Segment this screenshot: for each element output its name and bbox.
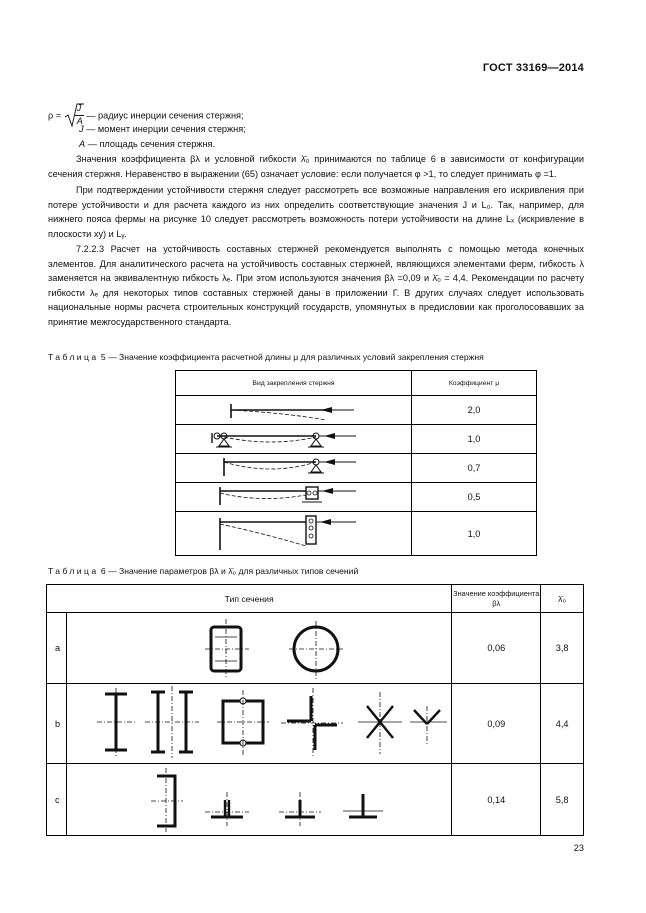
def-j [79, 124, 246, 134]
table6-lambda-value: 3,8 [541, 613, 584, 684]
table-row [47, 684, 584, 764]
support-diagram-fixed-pinned [176, 454, 412, 483]
table5-col-support: Вид закрепления стержня [176, 371, 412, 396]
table6-col-section: Тип сечения [47, 585, 452, 613]
section-type-label: b [47, 684, 67, 764]
table-row [176, 396, 537, 425]
paragraph-2: При подтверждении устойчивости стержня следует рассмотреть все возможные направления его искривления при потере устойчивости и для расчета каждого из них определить соответствующие значения J и L₀. Так, например, для нижнего пояса фермы на рисунке 10 следует рассмотреть возможность потери устойчивости на длине Lₓ (искривление в плоскости xy) и Lᵧ. [48, 185, 584, 239]
table5-caption-num: 5 [100, 352, 106, 362]
table-row [176, 454, 537, 483]
section-diagrams-b [67, 684, 452, 764]
table6-beta-value: 0,06 [452, 613, 541, 684]
formula-denominator: A [76, 116, 83, 126]
table6-lambda-value: 4,4 [541, 684, 584, 764]
table6-col-lambda: λ̄₀ [541, 585, 584, 613]
table6-beta-value: 0,14 [452, 764, 541, 836]
table6-caption-text: — Значение параметров βλ и λ̄₀ для различных типов сечений [108, 566, 359, 576]
support-diagram-pinned-pinned [176, 425, 412, 454]
table-6 [46, 584, 584, 836]
table5-value: 1,0 [412, 425, 537, 454]
def-j-symbol: J [79, 124, 84, 134]
section-type-label: c [47, 764, 67, 836]
table6-header-row [47, 585, 584, 613]
table6-caption [48, 566, 358, 576]
table6-col-beta: Значение коэффициента βλ [452, 585, 541, 613]
page-number: 23 [573, 843, 584, 853]
section-diagrams-c [67, 764, 452, 836]
document-header-code: ГОСТ 33169—2014 [482, 62, 584, 74]
table-row [176, 483, 537, 512]
table5-header-row [176, 371, 537, 396]
section-type-label: a [47, 613, 67, 684]
table5-caption-label: Таблица [48, 352, 99, 362]
paragraph-3: 7.2.2.3 Расчет на устойчивость составных стержней рекомендуется выполнять с помощью метода конечных элементов. Для аналитического расчета на устойчивость составных стержней, являющихся элементами ферм, гибкость λ заменяется на эквивалентную гибкость λₑ. При этом используются значения βλ =0,09 и λ̄₀ = 4,4. Рекомендации по расчету гибкости λₑ для некоторых типов составных стержней даны в приложении Г. В других случаях следует использовать национальные нормы расчета строительных конструкций государств, упомянутых в предисловии как проголосовавших за принятие межгосударственного стандарта. [48, 244, 584, 327]
table5-value: 2,0 [412, 396, 537, 425]
formula-def-rho: — радиус инерции сечения стержня; [86, 110, 244, 121]
support-diagram-fixed-sliding [176, 483, 412, 512]
body-text [48, 152, 584, 329]
table6-caption-num: 6 [100, 566, 106, 576]
formula-numerator: J [76, 103, 82, 113]
support-diagram-fixed-free [176, 396, 412, 425]
table-row [47, 764, 584, 836]
table5-caption [48, 352, 484, 362]
formula-lhs: ρ = [48, 110, 62, 121]
table5-value: 0,7 [412, 454, 537, 483]
table6-beta-value: 0,09 [452, 684, 541, 764]
table-row [176, 512, 537, 556]
table6-lambda-value: 5,8 [541, 764, 584, 836]
def-a-text: — площадь сечения стержня. [87, 139, 216, 149]
table5-caption-text: — Значение коэффициента расчетной длины μ для различных условий закрепления стержня [108, 352, 484, 362]
table6-caption-label: Таблица [48, 566, 99, 576]
table-row [176, 425, 537, 454]
def-a-symbol: A [79, 139, 86, 149]
def-j-text: — момент инерции сечения стержня; [86, 124, 246, 134]
table-row [47, 613, 584, 684]
table5-col-coef: Коэффициент μ [412, 371, 537, 396]
support-diagram-fixed-guided [176, 512, 412, 556]
table5-value: 1,0 [412, 512, 537, 556]
section-diagrams-a [67, 613, 452, 684]
table-5 [175, 370, 537, 556]
table5-value: 0,5 [412, 483, 537, 512]
def-a [79, 139, 215, 149]
paragraph-1: Значения коэффициента βλ и условной гибкости λ̄₀ принимаются по таблице 6 в зависимости от конфигурации сечения стержня. Неравенство в выражении (65) означает условие: если получается φ >1, то следует принимать φ =1. [48, 154, 584, 179]
